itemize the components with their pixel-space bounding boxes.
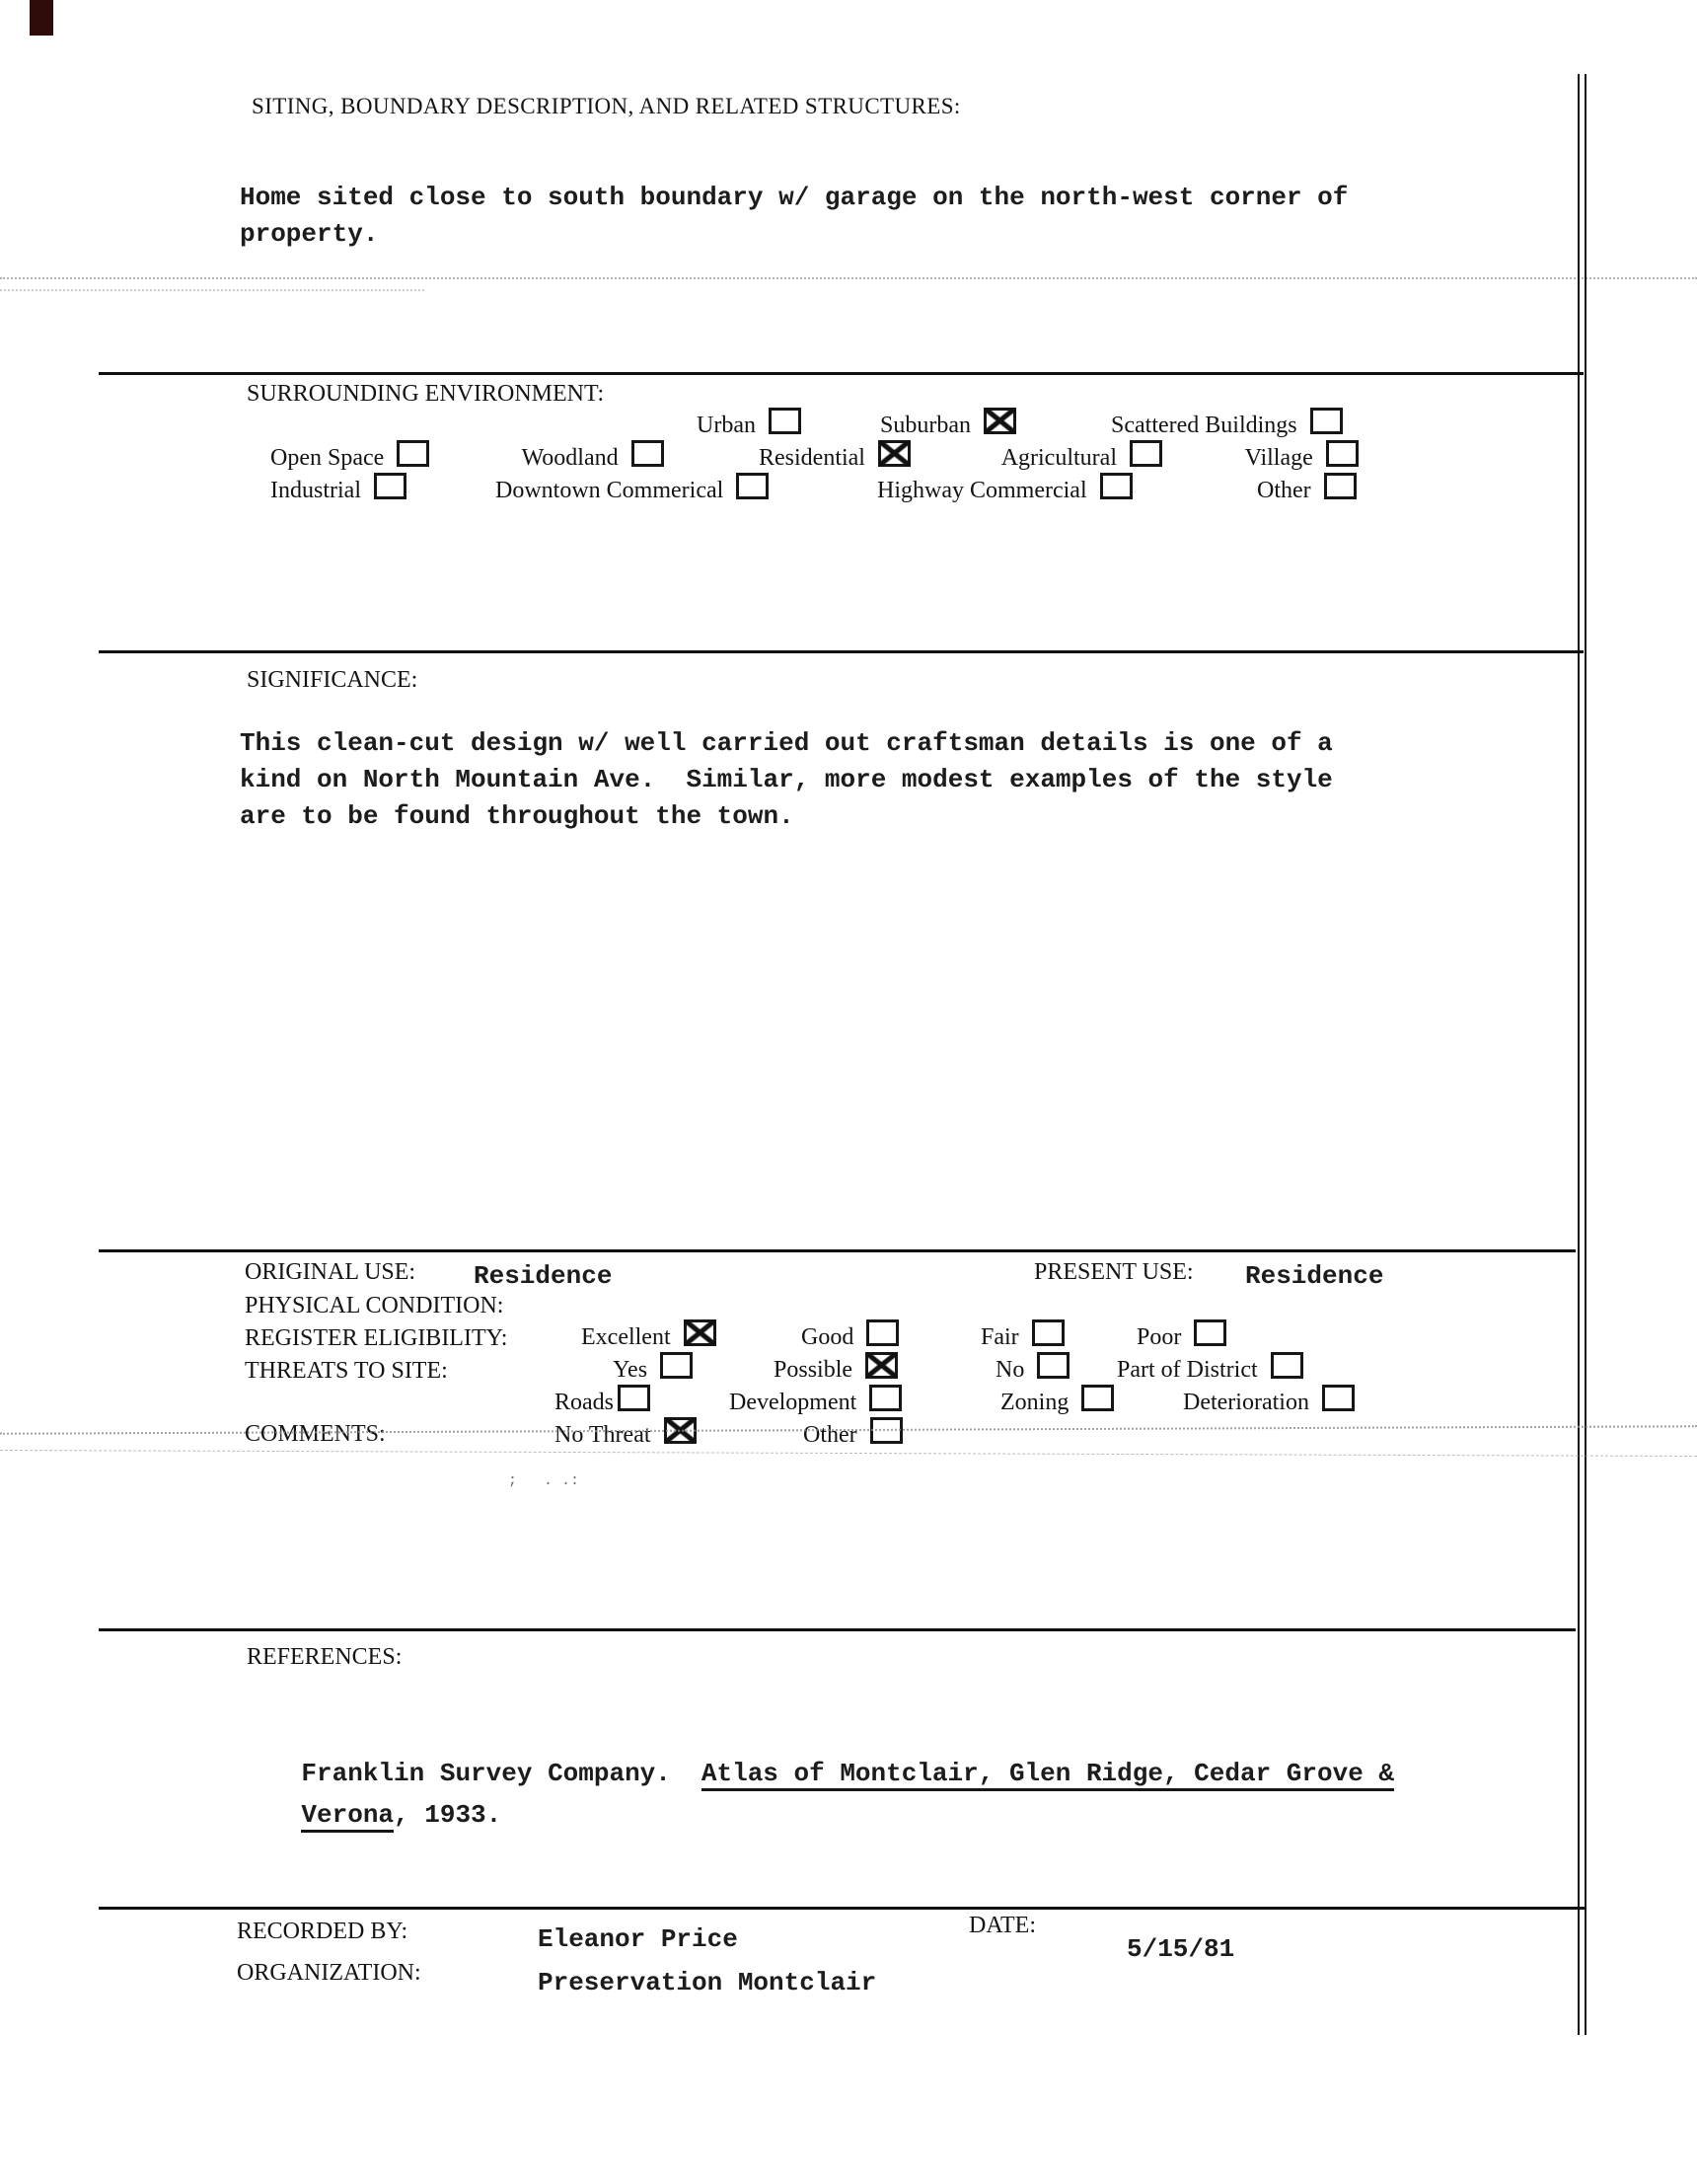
siting-text-line: property. [240, 219, 379, 249]
siting-text-line: Home sited close to south boundary w/ garage on the north-west corner of [240, 183, 1349, 212]
checkbox-item-downtown-commercial [472, 446, 769, 531]
label-excellent: Excellent [581, 1324, 671, 1350]
reference-title-underlined: Atlas of Montclair, Glen Ridge, Cedar Grove & [701, 1759, 1394, 1791]
section-divider [99, 1628, 1576, 1631]
checkbox-industrial[interactable] [374, 473, 406, 499]
present-use-label: PRESENT USE: [1034, 1259, 1194, 1285]
reference-citation-line [240, 1770, 501, 1859]
label-deterioration: Deterioration [1183, 1390, 1309, 1415]
checkbox-item-highway-commercial [853, 446, 1133, 531]
section-divider [99, 1907, 1585, 1910]
label-residential: Residential [759, 445, 865, 471]
label-zoning: Zoning [1000, 1390, 1070, 1415]
label-fair: Fair [981, 1324, 1019, 1350]
label-other-environment: Other [1257, 478, 1311, 503]
checkbox-other-environment[interactable] [1324, 473, 1357, 499]
scan-artifact-speck: ; . .: [508, 1472, 580, 1489]
label-industrial: Industrial [270, 478, 361, 503]
checkbox-agricultural[interactable] [1130, 440, 1162, 467]
label-poor: Poor [1137, 1324, 1182, 1350]
label-yes: Yes [613, 1357, 648, 1383]
date-value: 5/15/81 [1127, 1934, 1235, 1964]
significance-section-label: SIGNIFICANCE: [247, 667, 418, 693]
checkbox-yes[interactable] [660, 1352, 693, 1379]
label-woodland: Woodland [521, 445, 619, 471]
section-divider [99, 372, 1584, 375]
label-scattered-buildings: Scattered Buildings [1111, 413, 1297, 438]
checkbox-item-deterioration [1159, 1358, 1355, 1443]
label-village: Village [1244, 445, 1313, 471]
significance-text-line: kind on North Mountain Ave. Similar, more modest examples of the style [240, 765, 1333, 794]
checkbox-downtown-commercial[interactable] [736, 473, 769, 499]
checkbox-item-other-environment [1233, 446, 1357, 531]
label-no: No [996, 1357, 1025, 1383]
checkbox-item-other-threat [779, 1391, 903, 1475]
scan-artifact-corner-mark [30, 0, 53, 36]
label-possible: Possible [774, 1357, 853, 1383]
label-suburban: Suburban [880, 413, 971, 438]
checkbox-item-no-threat [531, 1391, 697, 1475]
siting-section-title: SITING, BOUNDARY DESCRIPTION, AND RELATED STRUCTURES: [252, 94, 961, 118]
page-edge-line [1585, 74, 1586, 2035]
label-open-space: Open Space [270, 445, 385, 471]
label-part-of-district: Part of District [1117, 1357, 1258, 1383]
comments-label: COMMENTS: [245, 1421, 386, 1447]
scan-artifact-dotted-line [0, 277, 1697, 279]
organization-value: Preservation Montclair [538, 1968, 877, 1997]
threats-to-site-label: THREATS TO SITE: [245, 1358, 448, 1384]
label-roads: Roads [554, 1390, 614, 1415]
label-urban: Urban [697, 413, 756, 438]
section-divider [99, 1249, 1576, 1252]
label-development: Development [729, 1390, 857, 1415]
physical-condition-label: PHYSICAL CONDITION: [245, 1293, 504, 1318]
label-downtown-commercial: Downtown Commerical [495, 478, 724, 503]
reference-year: , 1933. [394, 1800, 502, 1830]
checkbox-highway-commercial[interactable] [1100, 473, 1133, 499]
reference-title-underlined: Verona [301, 1800, 394, 1833]
significance-text-line: This clean-cut design w/ well carried out craftsman details is one of a [240, 728, 1333, 758]
checkbox-item-industrial [247, 446, 406, 531]
section-divider [99, 650, 1584, 653]
label-good: Good [801, 1324, 854, 1350]
scan-artifact-dotted-line [0, 289, 424, 291]
present-use-value: Residence [1245, 1261, 1384, 1291]
recorded-by-label: RECORDED BY: [237, 1919, 408, 1944]
original-use-value: Residence [474, 1261, 613, 1291]
date-label: DATE: [969, 1913, 1036, 1938]
register-eligibility-label: REGISTER ELIGIBILITY: [245, 1325, 508, 1351]
label-other-threat: Other [803, 1422, 857, 1448]
organization-label: ORGANIZATION: [237, 1960, 421, 1986]
reference-author: Franklin Survey Company. [301, 1759, 671, 1788]
checkbox-deterioration[interactable] [1322, 1385, 1355, 1411]
original-use-label: ORIGINAL USE: [245, 1259, 416, 1285]
recorded-by-value: Eleanor Price [538, 1924, 738, 1954]
label-no-threat: No Threat [554, 1422, 651, 1448]
significance-text-line: are to be found throughout the town. [240, 801, 794, 831]
page-edge-line [1578, 74, 1580, 2035]
label-highway-commercial: Highway Commercial [877, 478, 1087, 503]
checkbox-zoning[interactable] [1081, 1385, 1114, 1411]
environment-section-label: SURROUNDING ENVIRONMENT: [247, 381, 605, 407]
label-agricultural: Agricultural [1000, 445, 1117, 471]
references-section-label: REFERENCES: [247, 1644, 403, 1670]
